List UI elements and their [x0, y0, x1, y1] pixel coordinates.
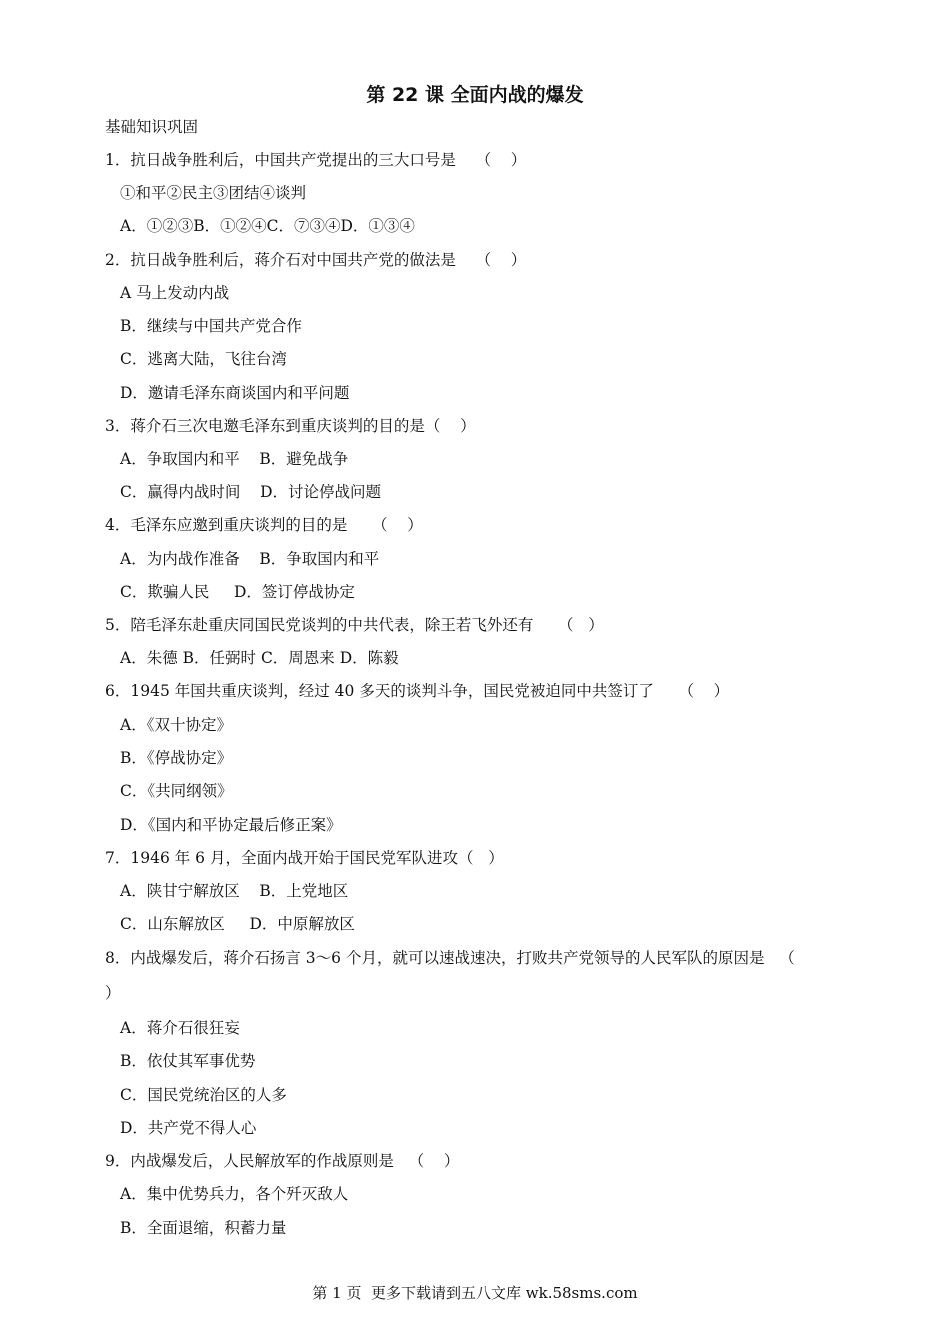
question-1: 1．抗日战争胜利后，中国共产党提出的三大口号是 （ ）	[105, 151, 527, 169]
question-7-options-cd: C．山东解放区 D．中原解放区	[120, 915, 355, 933]
question-8-continued: ）	[105, 984, 121, 1002]
page-title: 第 22 课 全面内战的爆发	[366, 84, 584, 106]
question-6-option-d: D．《国内和平协定最后修正案》	[120, 816, 342, 834]
question-4-options-ab: A．为内战作准备 B．争取国内和平	[120, 550, 380, 568]
question-4-options-cd: C．欺骗人民 D．签订停战协定	[120, 583, 355, 601]
question-2-option-c: C．逃离大陆，飞往台湾	[120, 350, 287, 368]
question-2-option-d: D．邀请毛泽东商谈国内和平问题	[120, 384, 350, 402]
question-4: 4．毛泽东应邀到重庆谈判的目的是 （ ）	[105, 516, 423, 534]
question-7: 7．1946 年 6 月，全面内战开始于国民党军队进攻（ ）	[105, 849, 504, 867]
question-7-options-ab: A．陕甘宁解放区 B．上党地区	[120, 882, 349, 900]
question-8: 8．内战爆发后，蒋介石扬言 3～6 个月，就可以速战速决，打败共产党领导的人民军队的原因是 （	[105, 949, 795, 967]
question-9-option-b: B．全面退缩，积蓄力量	[120, 1219, 287, 1237]
question-6-option-b: B．《停战协定》	[120, 749, 233, 767]
page-footer: 第 1 页 更多下载请到五八文库 wk.58sms.com	[312, 1284, 638, 1302]
question-5: 5．陪毛泽东赴重庆同国民党谈判的中共代表，除王若飞外还有 （ ）	[105, 616, 604, 634]
question-9-option-a: A．集中优势兵力，各个歼灭敌人	[120, 1185, 349, 1203]
section-heading: 基础知识巩固	[105, 118, 199, 136]
question-2: 2．抗日战争胜利后，蒋介石对中国共产党的做法是 （ ）	[105, 251, 527, 269]
question-3: 3．蒋介石三次电邀毛泽东到重庆谈判的目的是（ ）	[105, 417, 476, 435]
question-6-option-c: C．《共同纲领》	[120, 782, 233, 800]
question-2-option-a: A 马上发动内战	[120, 284, 230, 302]
question-6-option-a: A．《双十协定》	[120, 716, 232, 734]
question-8-option-d: D．共产党不得人心	[120, 1119, 257, 1137]
question-6: 6．1945 年国共重庆谈判，经过 40 多天的谈判斗争，国民党被迫同中共签订了 （ ）	[105, 682, 730, 700]
question-1-options: A．①②③B．①②④C．⑦③④D．①③④	[120, 217, 415, 235]
question-8-option-b: B．依仗其军事优势	[120, 1052, 256, 1070]
question-9: 9．内战爆发后，人民解放军的作战原则是 （ ）	[105, 1152, 460, 1170]
question-8-option-a: A．蒋介石很狂妄	[120, 1019, 240, 1037]
question-3-options-ab: A．争取国内和平 B．避免战争	[120, 450, 349, 468]
question-8-option-c: C．国民党统治区的人多	[120, 1086, 287, 1104]
question-3-options-cd: C．赢得内战时间 D．讨论停战问题	[120, 483, 381, 501]
question-5-options: A．朱德 B．任弼时 C．周恩来 D．陈毅	[120, 649, 399, 667]
question-1-statements: ①和平②民主③团结④谈判	[120, 184, 307, 202]
question-2-option-b: B．继续与中国共产党合作	[120, 317, 302, 335]
